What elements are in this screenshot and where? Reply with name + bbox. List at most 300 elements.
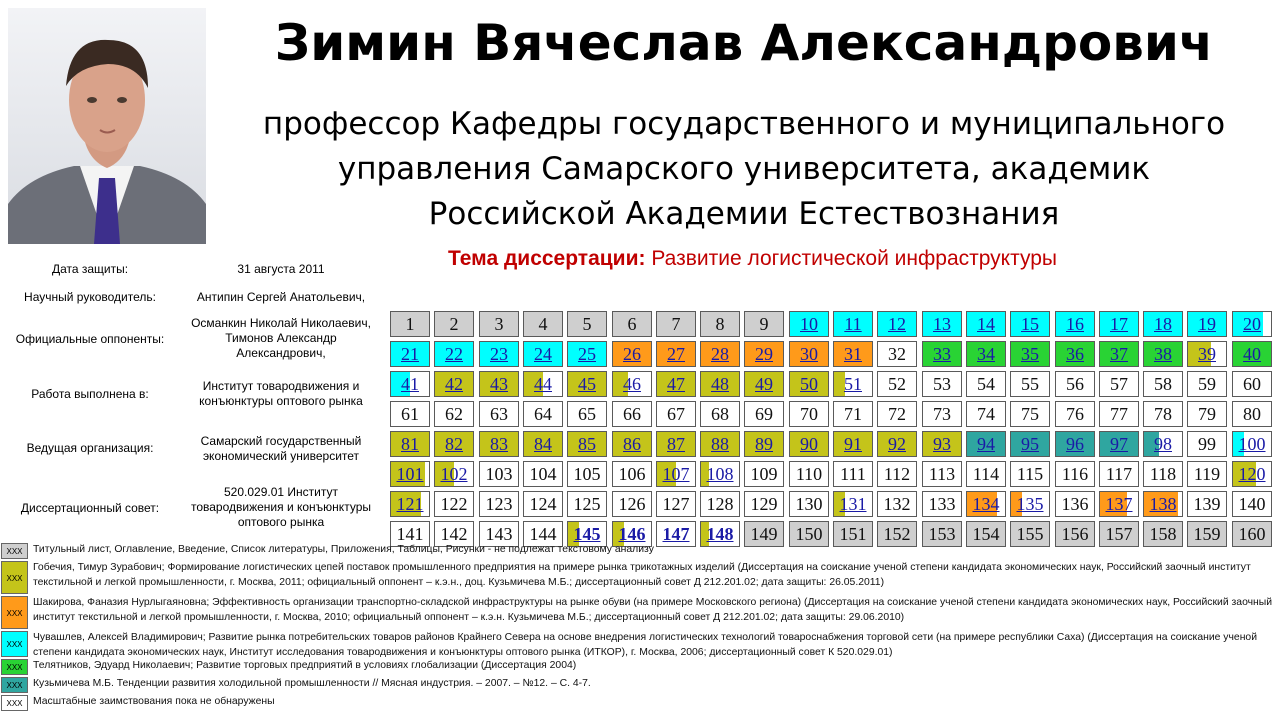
page-cell-68: [700, 401, 740, 427]
page-number: 143: [485, 524, 513, 544]
person-name: Зимин Вячеслав Александрович: [274, 14, 1214, 72]
page-link[interactable]: 138: [1149, 494, 1177, 514]
page-cell-86[interactable]: [612, 431, 652, 457]
page-link[interactable]: 27: [667, 344, 685, 364]
page-cell-84[interactable]: [523, 431, 563, 457]
page-link[interactable]: 135: [1016, 494, 1044, 514]
page-cell-117: [1099, 461, 1139, 487]
page-number: 109: [750, 464, 778, 484]
page-number: 158: [1149, 524, 1177, 544]
page-number: 104: [529, 464, 557, 484]
page-cell-35[interactable]: [1010, 341, 1050, 367]
page-number: 139: [1193, 494, 1221, 514]
page-link[interactable]: 137: [1105, 494, 1133, 514]
portrait-image: [8, 8, 206, 244]
page-cell-103: [479, 461, 519, 487]
page-cell-7: [656, 311, 696, 337]
page-number: 152: [883, 524, 911, 544]
page-link[interactable]: 107: [662, 464, 690, 484]
page-cell-38[interactable]: [1143, 341, 1183, 367]
page-cell-12[interactable]: [877, 311, 917, 337]
page-number: 103: [485, 464, 513, 484]
page-cell-97[interactable]: [1099, 431, 1139, 457]
legend-text: Титульный лист, Оглавление, Введение, Список литературы, Приложения, Таблицы, Рисунки - не подлежат текстовому анализу: [33, 544, 654, 555]
page-number: 68: [711, 404, 729, 424]
page-number: 80: [1243, 404, 1261, 424]
page-number: 113: [928, 464, 956, 484]
page-link[interactable]: 83: [490, 434, 508, 454]
page-cell-129: [744, 491, 784, 517]
page-cell-39[interactable]: [1187, 341, 1227, 367]
page-link[interactable]: 15: [1021, 314, 1039, 334]
page-cell-16[interactable]: [1055, 311, 1095, 337]
page-cell-31[interactable]: [833, 341, 873, 367]
page-cell-94[interactable]: [966, 431, 1006, 457]
page-link[interactable]: 147: [662, 524, 690, 544]
page-cell-13[interactable]: [922, 311, 962, 337]
page-link[interactable]: 22: [445, 344, 463, 364]
page-cell-102[interactable]: [434, 461, 474, 487]
page-cell-34[interactable]: [966, 341, 1006, 367]
legend-text: Телятников, Эдуард Николаевич; Развитие торговых предприятий в условиях глобализации (Диссертация 2004): [33, 660, 577, 671]
page-cell-15[interactable]: [1010, 311, 1050, 337]
page-cell-120[interactable]: [1232, 461, 1272, 487]
person-position: [212, 102, 1276, 237]
legend-text: Чувашлев, Алексей Владимирович; Развитие рынка потребительских товаров районов Крайнего Севера на основе внедрения логистических технологий товароснабжения торговой сети (на примере республики Саха) (Диссертация на соискание ученой степени кандидата экономических наук, Институт исследования товародвижения и конъюнктуры оптового рынка (ИТКОР), г. Москва, 2006; диссертационный совет К 520.029.01): [33, 632, 1258, 658]
page-link[interactable]: 43: [490, 374, 508, 394]
legend-swatch: ХХХ: [1, 561, 28, 594]
page-number: 99: [1198, 434, 1216, 454]
page-link[interactable]: 44: [534, 374, 552, 394]
page-number: 64: [534, 404, 552, 424]
page-number: 140: [1238, 494, 1266, 514]
page-cell-133: [922, 491, 962, 517]
page-cell-56: [1055, 371, 1095, 397]
page-cell-6: [612, 311, 652, 337]
page-cell-90[interactable]: [789, 431, 829, 457]
page-number: 59: [1198, 374, 1216, 394]
opponents-label: Официальные оппоненты:: [15, 332, 165, 346]
page-cell-115: [1010, 461, 1050, 487]
page-cell-72: [877, 401, 917, 427]
page-number: 69: [755, 404, 773, 424]
page-cell-8: [700, 311, 740, 337]
page-number: 149: [750, 524, 778, 544]
page-cell-126: [612, 491, 652, 517]
page-cell-91[interactable]: [833, 431, 873, 457]
page-cell-122: [434, 491, 474, 517]
page-link[interactable]: 47: [667, 374, 685, 394]
page-link[interactable]: 131: [839, 494, 867, 514]
page-cell-85[interactable]: [567, 431, 607, 457]
page-cell-134[interactable]: [966, 491, 1006, 517]
page-cell-14[interactable]: [966, 311, 1006, 337]
page-number: 70: [800, 404, 818, 424]
page-cell-57: [1099, 371, 1139, 397]
page-link[interactable]: 87: [667, 434, 685, 454]
page-number: 144: [529, 524, 557, 544]
page-cell-131[interactable]: [833, 491, 873, 517]
page-link[interactable]: 102: [440, 464, 468, 484]
page-cell-123: [479, 491, 519, 517]
page-cell-44[interactable]: [523, 371, 563, 397]
page-number: 155: [1016, 524, 1044, 544]
page-link[interactable]: 33: [933, 344, 951, 364]
page-number: 67: [667, 404, 685, 424]
page-number: 60: [1243, 374, 1261, 394]
page-cell-41[interactable]: [390, 371, 430, 397]
page-number: 126: [618, 494, 646, 514]
page-number: 105: [573, 464, 601, 484]
page-cell-116: [1055, 461, 1095, 487]
page-link[interactable]: 38: [1154, 344, 1172, 364]
page-cell-52: [877, 371, 917, 397]
page-number: 150: [795, 524, 823, 544]
page-number: 54: [977, 374, 995, 394]
page-cell-45[interactable]: [567, 371, 607, 397]
page-link[interactable]: 41: [401, 374, 419, 394]
page-cell-9: [744, 311, 784, 337]
page-link[interactable]: 96: [1066, 434, 1084, 454]
page-cell-40[interactable]: [1232, 341, 1272, 367]
page-link[interactable]: 84: [534, 434, 552, 454]
page-link[interactable]: 40: [1243, 344, 1261, 364]
page-number: 154: [972, 524, 1000, 544]
page-link[interactable]: 134: [972, 494, 1000, 514]
page-number: 72: [888, 404, 906, 424]
page-cell-78: [1143, 401, 1183, 427]
page-link[interactable]: 89: [755, 434, 773, 454]
page-link[interactable]: 14: [977, 314, 995, 334]
page-link[interactable]: 120: [1238, 464, 1266, 484]
page-number: 160: [1238, 524, 1266, 544]
page-number: 153: [928, 524, 956, 544]
page-cell-37[interactable]: [1099, 341, 1139, 367]
work-place-value: Институт товародвижения и конъюнктуры оптового рынка: [199, 379, 363, 408]
page-link[interactable]: 34: [977, 344, 995, 364]
page-cell-124: [523, 491, 563, 517]
page-cell-96[interactable]: [1055, 431, 1095, 457]
page-link[interactable]: 11: [844, 314, 862, 334]
page-cell-99: [1187, 431, 1227, 457]
work-place-label: Работа выполнена в:: [31, 387, 149, 401]
page-link[interactable]: 42: [445, 374, 463, 394]
page-link[interactable]: 49: [755, 374, 773, 394]
page-number: 62: [445, 404, 463, 424]
page-cell-20[interactable]: [1232, 311, 1272, 337]
page-cell-11[interactable]: [833, 311, 873, 337]
page-link[interactable]: 12: [888, 314, 906, 334]
page-cell-30[interactable]: [789, 341, 829, 367]
page-number: 133: [928, 494, 956, 514]
page-number: 9: [759, 314, 769, 334]
page-number: 3: [494, 314, 504, 334]
position-line: Российской Академии Естествознания: [428, 196, 1060, 232]
page-cell-137[interactable]: [1099, 491, 1139, 517]
page-link[interactable]: 82: [445, 434, 463, 454]
page-cell-19[interactable]: [1187, 311, 1227, 337]
page-number: 142: [440, 524, 468, 544]
page-number: 111: [840, 464, 866, 484]
page-link[interactable]: 95: [1021, 434, 1039, 454]
page-cell-95[interactable]: [1010, 431, 1050, 457]
page-cell-106: [612, 461, 652, 487]
page-cell-61: [390, 401, 430, 427]
page-cell-23[interactable]: [479, 341, 519, 367]
page-cell-112: [877, 461, 917, 487]
supervisor-label: Научный руководитель:: [24, 290, 156, 304]
page-cell-101[interactable]: [390, 461, 430, 487]
page-number: 129: [750, 494, 778, 514]
page-cell-54: [966, 371, 1006, 397]
page-cell-22[interactable]: [434, 341, 474, 367]
page-link[interactable]: 91: [844, 434, 862, 454]
page-link[interactable]: 18: [1154, 314, 1172, 334]
page-cell-17[interactable]: [1099, 311, 1139, 337]
page-link[interactable]: 148: [706, 524, 734, 544]
page-cell-18[interactable]: [1143, 311, 1183, 337]
page-cell-21[interactable]: [390, 341, 430, 367]
page-cell-47[interactable]: [656, 371, 696, 397]
page-link[interactable]: 36: [1066, 344, 1084, 364]
page-number: 125: [573, 494, 601, 514]
defense-date-label: Дата защиты:: [51, 262, 129, 276]
page-link[interactable]: 108: [706, 464, 734, 484]
page-cell-26[interactable]: [612, 341, 652, 367]
page-link[interactable]: 90: [800, 434, 818, 454]
page-link[interactable]: 45: [578, 374, 596, 394]
page-cell-93[interactable]: [922, 431, 962, 457]
page-cell-87[interactable]: [656, 431, 696, 457]
page-number: 156: [1061, 524, 1089, 544]
page-number: 5: [582, 314, 592, 334]
page-cell-24[interactable]: [523, 341, 563, 367]
page-cell-135[interactable]: [1010, 491, 1050, 517]
page-number: 6: [627, 314, 637, 334]
page-cell-113: [922, 461, 962, 487]
page-cell-33[interactable]: [922, 341, 962, 367]
page-number: 112: [883, 464, 911, 484]
page-number: 73: [933, 404, 951, 424]
page-cell-128: [700, 491, 740, 517]
page-link[interactable]: 145: [573, 524, 601, 544]
page-cell-36[interactable]: [1055, 341, 1095, 367]
position-line: профессор Кафедры государственного и муниципального: [262, 106, 1226, 142]
page-cell-88[interactable]: [700, 431, 740, 457]
page-number: 71: [844, 404, 862, 424]
page-cell-140: [1232, 491, 1272, 517]
page-cell-28[interactable]: [700, 341, 740, 367]
page-cell-43[interactable]: [479, 371, 519, 397]
page-number: 56: [1066, 374, 1084, 394]
page-cell-65: [567, 401, 607, 427]
page-link[interactable]: 28: [711, 344, 729, 364]
page-link[interactable]: 24: [534, 344, 552, 364]
author-photo: [8, 8, 206, 244]
page-cell-1: [390, 311, 430, 337]
page-cell-70: [789, 401, 829, 427]
page-number: 118: [1149, 464, 1177, 484]
page-number: 124: [529, 494, 557, 514]
page-cell-111: [833, 461, 873, 487]
thesis-label: Тема диссертации:: [448, 247, 646, 270]
page-link[interactable]: 98: [1154, 434, 1172, 454]
page-cell-81[interactable]: [390, 431, 430, 457]
page-cell-49[interactable]: [744, 371, 784, 397]
page-number: 66: [623, 404, 641, 424]
page-link[interactable]: 23: [490, 344, 508, 364]
page-cell-105: [567, 461, 607, 487]
page-cell-27[interactable]: [656, 341, 696, 367]
legend-text: Масштабные заимствования пока не обнаружены: [33, 696, 275, 707]
page-cell-121[interactable]: [390, 491, 430, 517]
page-link[interactable]: 121: [396, 494, 424, 514]
page-cell-32: [877, 341, 917, 367]
page-link[interactable]: 16: [1066, 314, 1084, 334]
page-number: 55: [1021, 374, 1039, 394]
page-link[interactable]: 10: [800, 314, 818, 334]
page-link[interactable]: 92: [888, 434, 906, 454]
page-cell-118: [1143, 461, 1183, 487]
page-cell-89[interactable]: [744, 431, 784, 457]
page-number: 53: [933, 374, 951, 394]
page-link[interactable]: 19: [1198, 314, 1216, 334]
page-cell-138[interactable]: [1143, 491, 1183, 517]
page-number: 157: [1105, 524, 1133, 544]
page-link[interactable]: 51: [844, 374, 862, 394]
page-link[interactable]: 46: [623, 374, 641, 394]
page-link[interactable]: 97: [1110, 434, 1128, 454]
page-number: 79: [1198, 404, 1216, 424]
page-number: 116: [1061, 464, 1089, 484]
page-number: 119: [1193, 464, 1221, 484]
page-link[interactable]: 13: [933, 314, 951, 334]
page-number: 106: [618, 464, 646, 484]
page-cell-109: [744, 461, 784, 487]
lead-organization-value: Самарский государственный экономический университет: [200, 434, 362, 463]
page-cell-136: [1055, 491, 1095, 517]
page-link[interactable]: 39: [1198, 344, 1216, 364]
page-link[interactable]: 93: [933, 434, 951, 454]
council-value: 520.029.01 Институт товародвижения и конъюнктуры оптового рынка: [190, 485, 371, 529]
lead-organization-label: Ведущая организация:: [26, 441, 154, 455]
page-cell-127: [656, 491, 696, 517]
page-cell-73: [922, 401, 962, 427]
position-line: управления Самарского университета, академик: [337, 151, 1151, 187]
page-cell-139: [1187, 491, 1227, 517]
page-number: 141: [396, 524, 424, 544]
page-number: 75: [1021, 404, 1039, 424]
page-cell-77: [1099, 401, 1139, 427]
page-link[interactable]: 100: [1238, 434, 1266, 454]
page-link[interactable]: 50: [800, 374, 818, 394]
page-cell-104: [523, 461, 563, 487]
page-cell-75: [1010, 401, 1050, 427]
legend-swatch: ХХХ: [1, 659, 28, 675]
page-cell-42[interactable]: [434, 371, 474, 397]
page-number: 74: [977, 404, 995, 424]
page-link[interactable]: 81: [401, 434, 419, 454]
page-number: 123: [485, 494, 513, 514]
page-cell-82[interactable]: [434, 431, 474, 457]
page-link[interactable]: 85: [578, 434, 596, 454]
page-link[interactable]: 94: [977, 434, 995, 454]
page-link[interactable]: 25: [578, 344, 596, 364]
legend-swatch: ХХХ: [1, 543, 28, 559]
page-number: 8: [715, 314, 725, 334]
page-link[interactable]: 101: [396, 464, 424, 484]
page-cell-48[interactable]: [700, 371, 740, 397]
page-cell-63: [479, 401, 519, 427]
page-link[interactable]: 30: [800, 344, 818, 364]
page-cell-60: [1232, 371, 1272, 397]
page-number: 4: [538, 314, 548, 334]
page-cell-98[interactable]: [1143, 431, 1183, 457]
legend-text: Шакирова, Фаназия Нурлыгаяновна; Эффективность организации транспортно-складской инфраструктуры на рынке обуви (на примере Московского региона) (Диссертация на соискание ученой степени кандидата экономических наук, Российский заочный институт текстильной и легкой промышленности, г. Москва, 2010; официальный оппонент – к.э.н. Кузьмичева М.Б.; диссертационный совет Д 212.201.02; дата защиты: 29.06.2010): [33, 597, 1273, 623]
page-link[interactable]: 146: [618, 524, 646, 544]
page-cell-110: [789, 461, 829, 487]
page-cell-29[interactable]: [744, 341, 784, 367]
page-cell-92[interactable]: [877, 431, 917, 457]
page-number: 52: [888, 374, 906, 394]
page-cell-83[interactable]: [479, 431, 519, 457]
page-number: 61: [401, 404, 419, 424]
page-cell-69: [744, 401, 784, 427]
page-number: 132: [883, 494, 911, 514]
page-cell-25[interactable]: [567, 341, 607, 367]
page-link[interactable]: 29: [755, 344, 773, 364]
page-link[interactable]: 20: [1243, 314, 1261, 334]
page-cell-67: [656, 401, 696, 427]
page-cell-64: [523, 401, 563, 427]
page-cell-108[interactable]: [700, 461, 740, 487]
page-link[interactable]: 21: [401, 344, 419, 364]
page-link[interactable]: 86: [623, 434, 641, 454]
page-cell-71: [833, 401, 873, 427]
page-number: 128: [706, 494, 734, 514]
page-link[interactable]: 48: [711, 374, 729, 394]
page-cell-107[interactable]: [656, 461, 696, 487]
page-cell-100[interactable]: [1232, 431, 1272, 457]
page-link[interactable]: 26: [623, 344, 641, 364]
page-cell-132: [877, 491, 917, 517]
page-number: 159: [1193, 524, 1221, 544]
page-number: 7: [671, 314, 681, 334]
page-link[interactable]: 35: [1021, 344, 1039, 364]
legend-text: Гобечия, Тимур Зурабович; Формирование логистических цепей поставок промышленного предприятия на примере рынка трикотажных изделий (Диссертация на соискание ученой степени кандидата экономических наук, Российский заочный институт текстильной и легкой промышленности, г. Москва, 2011; официальный оппонент – к.э.н., доц. Кузьмичева М.Б.; диссертационный совет Д 212.201.02; дата защиты: 26.05.2011): [33, 562, 1251, 588]
page-cell-46[interactable]: [612, 371, 652, 397]
page-link[interactable]: 37: [1110, 344, 1128, 364]
page-number: 1: [405, 314, 415, 334]
page-cell-62: [434, 401, 474, 427]
page-number: 114: [972, 464, 1000, 484]
supervisor-value: Антипин Сергей Анатольевич,: [196, 290, 366, 304]
page-cell-125: [567, 491, 607, 517]
page-number: 115: [1016, 464, 1044, 484]
legend-swatch: ХХХ: [1, 695, 28, 711]
page-cell-74: [966, 401, 1006, 427]
page-link[interactable]: 31: [844, 344, 862, 364]
legend-text: Кузьмичева М.Б. Тенденции развития холодильной промышленности // Мясная индустрия. – 2007. – №12. – С. 4-7.: [33, 678, 591, 689]
page-link[interactable]: 17: [1110, 314, 1128, 334]
page-link[interactable]: 88: [711, 434, 729, 454]
page-cell-50[interactable]: [789, 371, 829, 397]
legend-swatch: ХХХ: [1, 677, 28, 693]
page-cell-10[interactable]: [789, 311, 829, 337]
page-number: 63: [490, 404, 508, 424]
page-cell-51[interactable]: [833, 371, 873, 397]
page-cell-3: [479, 311, 519, 337]
